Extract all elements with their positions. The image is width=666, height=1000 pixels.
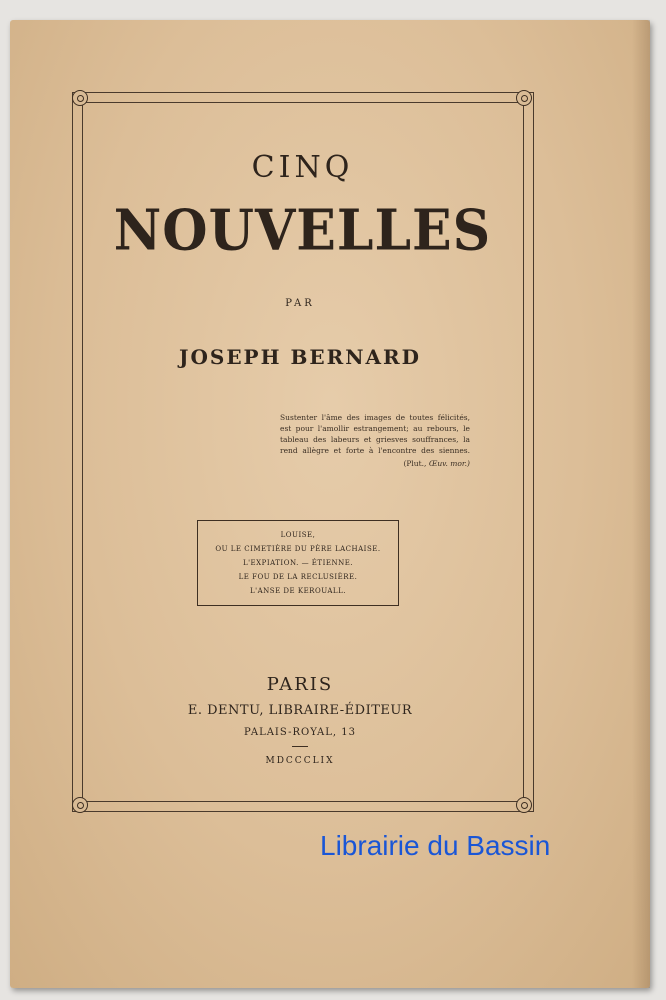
corner-ornament-icon [516, 90, 532, 106]
epigraph-line: tableau des labeurs et griesves souffrances, la [280, 435, 470, 444]
corner-ornament-icon [72, 90, 88, 106]
epigraph [280, 412, 470, 469]
contents-box [197, 520, 399, 606]
publisher-address: PALAIS-ROYAL, 13 [244, 727, 356, 738]
contents-line: OU LE CIMETIÈRE DU PÈRE LACHAISE. [215, 545, 381, 553]
epigraph-citation [280, 458, 470, 469]
title-line-1: CINQ [251, 150, 354, 185]
epigraph-line: rend allègre et forte à l'encontre des siennes. [280, 446, 470, 455]
citation-work: Œuv. mor.) [428, 459, 470, 468]
bookseller-watermark: Librairie du Bassin [320, 830, 551, 861]
divider [292, 746, 308, 747]
publication-city: PARIS [266, 674, 334, 695]
publication-year: MDCCCLIX [265, 756, 335, 766]
by-label: PAR [285, 298, 315, 309]
epigraph-line: Sustenter l'âme des images de toutes félicités, [280, 413, 470, 422]
citation-author: (Plut., [403, 459, 427, 468]
contents-line: LOUISE, [280, 531, 316, 539]
corner-ornament-icon [72, 797, 88, 813]
epigraph-line: est pour l'amollir estrangement; au rebours, le [280, 424, 470, 433]
contents-line: L'EXPIATION. — ÉTIENNE. [242, 559, 354, 567]
contents-line: L'ANSE DE KEROUALL. [250, 587, 346, 595]
contents-line: LE FOU DE LA RECLUSIÈRE. [238, 573, 358, 581]
corner-ornament-icon [516, 797, 532, 813]
title-line-2: NOUVELLES [113, 197, 492, 264]
publisher-name: E. DENTU, LIBRAIRE-ÉDITEUR [187, 703, 413, 718]
author-name: JOSEPH BERNARD [178, 345, 421, 369]
